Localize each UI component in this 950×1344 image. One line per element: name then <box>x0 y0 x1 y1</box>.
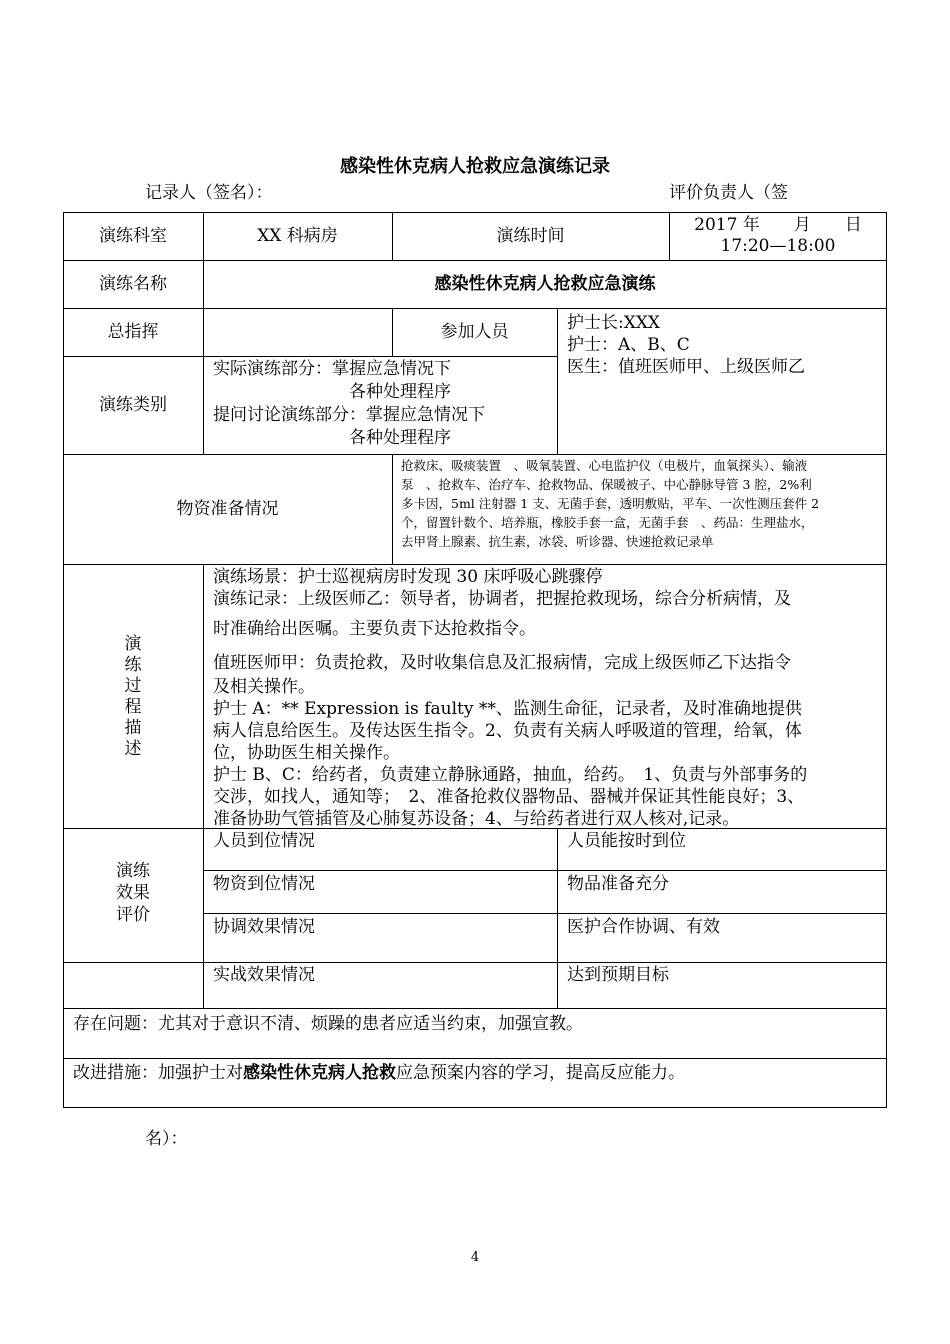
materials-line: 个，留置针数个、培养瓶，橡胶手套一盒，无菌手套 、药品：生理盐水， <box>401 515 814 530</box>
type-label: 演练类别 <box>99 395 167 415</box>
type-actual-cont: 各种处理程序 <box>349 382 451 402</box>
process-line: 护士 A：** Expression is faulty **、监测生命征，记录者，及时准确地提供 <box>213 699 802 719</box>
process-line: 准备协助气管插管及心肺复苏设备；4、与给药者进行双人核对,记录。 <box>213 809 740 829</box>
effect-item: 实战效果情况 <box>213 965 315 985</box>
effect-item: 物资到位情况 <box>213 874 315 894</box>
participants-nurses: 护士：A、B、C <box>567 335 690 355</box>
effect-item: 人员到位情况 <box>213 831 315 851</box>
type-value <box>213 358 553 450</box>
effect-result: 人员能按时到位 <box>567 831 686 851</box>
process-line: 演练场景：护士巡视病房时发现 30 床呼吸心跳骤停 <box>213 567 603 587</box>
process-label: 演 练 过 程 描 述 <box>124 634 142 759</box>
process-line: 病人信息给医生。及传达医生指令。2、负责有关病人呼吸道的管理，给氧，体 <box>213 721 802 741</box>
time-date: 2017 年 月 日 <box>694 215 862 235</box>
materials-line: 抢救床、吸痰装置 、吸氧装置、心电监护仪（电极片，血氧探头）、输液 <box>401 458 808 473</box>
dept-label: 演练科室 <box>99 226 167 246</box>
effect-label: 演练 效果 评价 <box>116 861 150 925</box>
effect-result: 医护合作协调、有效 <box>567 917 720 937</box>
commander-value <box>203 308 392 356</box>
improvement-highlight: 感染性休克病人抢救 <box>243 1063 396 1083</box>
page-number: 4 <box>470 1250 480 1265</box>
time-label: 演练时间 <box>496 226 565 246</box>
drill-record-table <box>63 212 887 1108</box>
type-actual: 实际演练部分：掌握应急情况下 <box>213 359 451 379</box>
materials-line: 去甲肾上腺素、抗生素，冰袋、听诊器、快速抢救记录单 <box>401 534 714 549</box>
process-line: 演练记录：上级医师乙：领导者，协调者，把握抢救现场，综合分析病情，及 <box>213 589 791 609</box>
participants-value <box>567 312 882 378</box>
materials-label: 物资准备情况 <box>176 499 279 519</box>
document-title: 感染性休克病人抢救应急演练记录 <box>340 156 610 177</box>
dept-value: XX 科病房 <box>257 226 338 246</box>
participants-doctors: 医生：值班医师甲、上级医师乙 <box>567 357 805 377</box>
process-line: 交涉，如找人，通知等； 2、准备抢救仪器物品、器械并保证其性能良好；3、 <box>213 787 805 807</box>
process-description <box>213 566 883 830</box>
materials-line: 泵 、抢救车、治疗车、抢救物品、保暖被子、中心静脉导管 3 腔，2%利 <box>401 477 812 492</box>
process-line: 值班医师甲：负责抢救，及时收集信息及汇报病情，完成上级医师乙下达指令 <box>213 653 791 673</box>
problems-text: 存在问题：尤其对于意识不清、烦躁的患者应适当约束，加强宣教。 <box>73 1014 583 1034</box>
effect-result: 达到预期目标 <box>567 965 669 985</box>
name-label: 演练名称 <box>99 274 167 294</box>
effect-result: 物品准备充分 <box>567 874 669 894</box>
materials-line: 多卡因，5ml 注射器 1 支、无菌手套，透明敷贴，平车、一次性测压套件 2 <box>401 496 820 511</box>
commander-label: 总指挥 <box>107 322 159 342</box>
time-range: 17:20—18:00 <box>720 236 836 256</box>
recorder-label: 记录人（签名）： <box>145 183 273 203</box>
type-discussion: 提问讨论演练部分：掌握应急情况下 <box>213 405 485 425</box>
materials-value <box>401 456 883 551</box>
improvement-text: 改进措施：加强护士对感染性休克病人抢救应急预案内容的学习，提高反应能力。 <box>73 1063 685 1083</box>
type-discussion-cont: 各种处理程序 <box>349 428 451 448</box>
evaluator-label: 评价负责人（签 <box>669 183 788 203</box>
process-line: 位，协助医生相关操作。 <box>213 743 400 763</box>
evaluator-label-continued: 名）： <box>145 1129 188 1149</box>
process-line: 及相关操作。 <box>213 677 315 697</box>
name-value: 感染性休克病人抢救应急演练 <box>434 274 656 294</box>
participants-head-nurse: 护士长:XXX <box>567 313 661 333</box>
effect-item: 协调效果情况 <box>213 917 315 937</box>
process-line: 护士 B、C：给药者，负责建立静脉通路，抽血，给药。 1、负责与外部事务的 <box>213 765 808 785</box>
participants-label: 参加人员 <box>440 322 509 342</box>
time-value <box>669 215 887 257</box>
process-line: 时准确给出医嘱。主要负责下达抢救指令。 <box>213 619 536 639</box>
